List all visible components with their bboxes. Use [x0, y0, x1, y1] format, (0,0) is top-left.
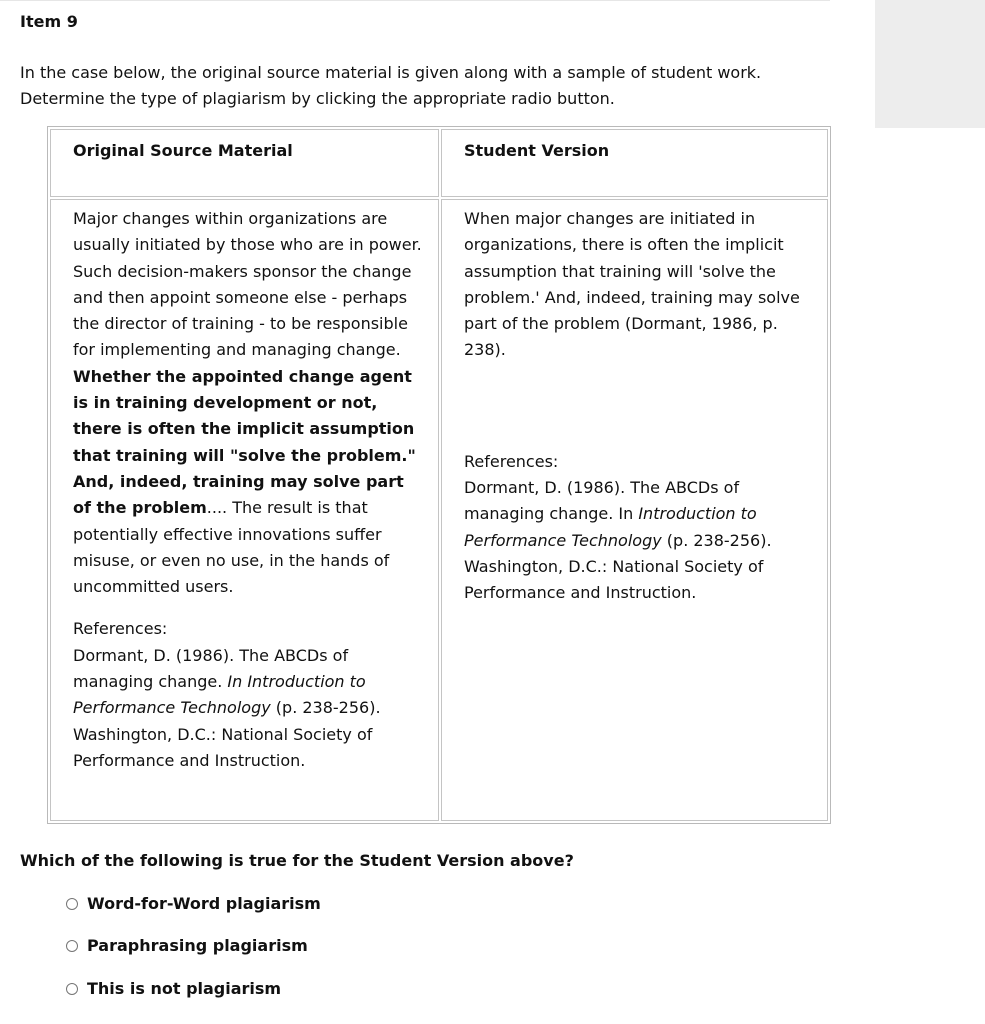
original-source-header: Original Source Material	[50, 129, 439, 197]
radio-word-for-word[interactable]	[66, 898, 78, 910]
radio-not-plagiarism[interactable]	[66, 983, 78, 995]
comparison-table	[47, 126, 831, 824]
original-text-start: Major changes within organizations are usually initiated by those who are in power. Such decision-makers sponsor the change and then appoint someone else - perhaps the director of training - to be responsible for implementing and managing change.	[73, 209, 422, 360]
option-word-for-word[interactable]	[66, 893, 321, 915]
question-prompt: Which of the following is true for the Student Version above?	[20, 851, 574, 870]
table-body-row	[50, 199, 828, 821]
option-paraphrasing[interactable]	[66, 935, 308, 957]
radio-paraphrasing[interactable]	[66, 940, 78, 952]
option-label-word-for-word[interactable]: Word-for-Word plagiarism	[87, 894, 321, 913]
original-ref-part-2: (p. 238-256). Washington, D.C.: National Society of Performance and Instruction.	[73, 698, 381, 770]
student-ref-italic: Introduction to Performance Technology	[464, 504, 757, 550]
original-ref-italic: In Introduction to Performance Technology	[73, 672, 366, 718]
side-panel	[875, 0, 985, 128]
student-reference-entry	[464, 475, 813, 606]
student-version-header: Student Version	[441, 129, 828, 197]
student-version-cell	[441, 199, 828, 821]
original-text-bold: Whether the appointed change agent is in training development or not, there is often the implicit assumption that training will "solve the problem." And, indeed, training may solve part of the problem	[73, 366, 416, 518]
item-title: Item 9	[20, 12, 78, 31]
student-references-label: References:	[464, 451, 559, 471]
original-references-label: References:	[73, 619, 168, 639]
student-references	[464, 449, 813, 607]
original-source-cell	[50, 199, 439, 821]
option-not-plagiarism[interactable]	[66, 978, 281, 1000]
original-references	[73, 616, 424, 774]
instructions-line-2: Determine the type of plagiarism by clicking the appropriate radio button.	[20, 89, 615, 108]
option-label-paraphrasing[interactable]: Paraphrasing plagiarism	[87, 936, 308, 955]
instructions	[20, 60, 820, 112]
original-source-text	[73, 206, 424, 600]
original-text-end: .... The result is that potentially effective innovations suffer misuse, or even no use, in the hands of uncommitted users.	[73, 498, 390, 597]
original-ref-part-1: Dormant, D. (1986). The ABCDs of managing change.	[73, 645, 349, 692]
student-ref-part-2: (p. 238-256). Washington, D.C.: National Society of Performance and Instruction.	[464, 530, 772, 603]
table-header-row	[50, 129, 828, 197]
student-version-text: When major changes are initiated in organizations, there is often the implicit assumption that training will 'solve the problem.' And, indeed, training may solve part of the problem (Dormant, 1986, p. 238).	[464, 209, 800, 360]
instructions-line-1: In the case below, the original source material is given along with a sample of student work.	[20, 63, 762, 82]
student-ref-part-1: Dormant, D. (1986). The ABCDs of managing change. In	[464, 478, 740, 524]
top-divider	[0, 0, 830, 1]
option-label-not-plagiarism[interactable]: This is not plagiarism	[87, 979, 282, 998]
original-reference-entry	[73, 643, 424, 774]
